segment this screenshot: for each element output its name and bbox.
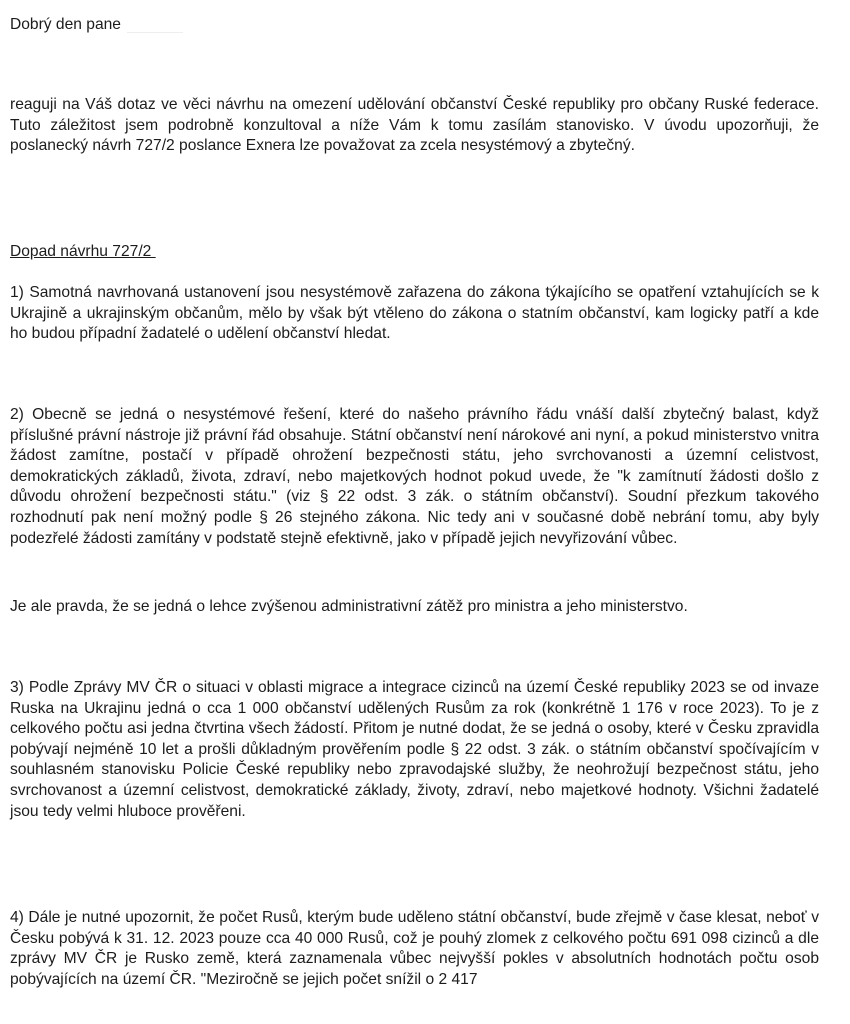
intro-paragraph: reaguji na Váš dotaz ve věci návrhu na omezení udělování občanství České republiky pro občany Ruské federace. Tuto záležitost jsem podrobně konzultoval a níže Vám k tomu zasílám stanovisko. V úvodu upozorňuji, že poslanecký návrh 727/2 poslance Exnera lze považovat za zcela nesystémový a zbytečný. bbox=[10, 96, 819, 155]
point-4-paragraph: 4) Dále je nutné upozornit, že počet Rusů, kterým bude uděleno státní občanství, bude zřejmě v čase klesat, neboť v Česku pobývá k 31. 12. 2023 pouze cca 40 000 Rusů, což je pouhý zlomek z celkového počtu 691 098 cizinců a dle zprávy MV ČR je Rusko země, která zaznamenala vůbec nejvyšší pokles v absolutních hodnotách počtu osob pobývajících na území ČR. "Meziročně se jejich počet snížil o 2 417 bbox=[10, 909, 819, 988]
greeting-text: Dobrý den pane bbox=[10, 16, 121, 33]
point-3-paragraph: 3) Podle Zprávy MV ČR o situaci v oblasti migrace a integrace cizinců na území České republiky 2023 se od invaze Ruska na Ukrajinu jedná o cca 1 000 občanství udělených Rusům za rok (konkrétně 1 176 v roce 2023). To je z celkového počtu asi jedna čtvrtina všech žádostí. Přitom je nutné dodat, že se jedná o osoby, které v Česku zpravidla pobývají nejméně 10 let a prošli důkladným prověřením podle § 22 odst. 3 zák. o státním občanství spočívajícím v souhlasném stanovisku Policie České republiky nebo zpravodajské služby, že neohrožují bezpečnost státu, jeho svrchovanost a územní celistvost, demokratické základy, životy, zdraví, nebo majetkové hodnoty. Všichni žadatelé jsou tedy velmi hluboce prověřeni. bbox=[10, 679, 819, 820]
point-1-paragraph: 1) Samotná navrhovaná ustanovení jsou nesystémově zařazena do zákona týkajícího se opatření vztahujících se k Ukrajině a ukrajinským občanům, mělo by však být vtěleno do zákona o statním občanství, kam logicky patří a kde ho budou případní žadatelé o udělení občanství hledat. bbox=[10, 284, 819, 343]
note-paragraph: Je ale pravda, že se jedná o lehce zvýšenou administrativní zátěž pro ministra a jeho ministerstvo. bbox=[10, 598, 688, 615]
section-heading: Dopad návrhu 727/2 bbox=[10, 243, 156, 260]
greeting-line bbox=[10, 15, 183, 35]
redacted-name bbox=[127, 18, 183, 33]
point-2-paragraph: 2) Obecně se jedná o nesystémové řešení, které do našeho právního řádu vnáší další zbytečný balast, když příslušné právní nástroje již právní řád obsahuje. Státní občanství není nárokové ani nyní, a pokud ministerstvo vnitra žádost zamítne, postačí v případě ohrožení bezpečnosti státu, jeho svrchovanosti a územní celistvost, demokratických základů, života, zdraví, nebo majetkových hodnot pokud uvede, že "k zamítnutí žádosti došlo z důvodu ohrožení bezpečnosti státu." (viz § 22 odst. 3 zák. o státním občanství). Soudní přezkum takového rozhodnutí pak není možný podle § 26 stejného zákona. Nic tedy ani v současné době nebrání tomu, aby byly podezřelé žádosti zamítány v podstatě stejně efektivně, jako v případě jejich nevyřizování vůbec. bbox=[10, 406, 819, 547]
